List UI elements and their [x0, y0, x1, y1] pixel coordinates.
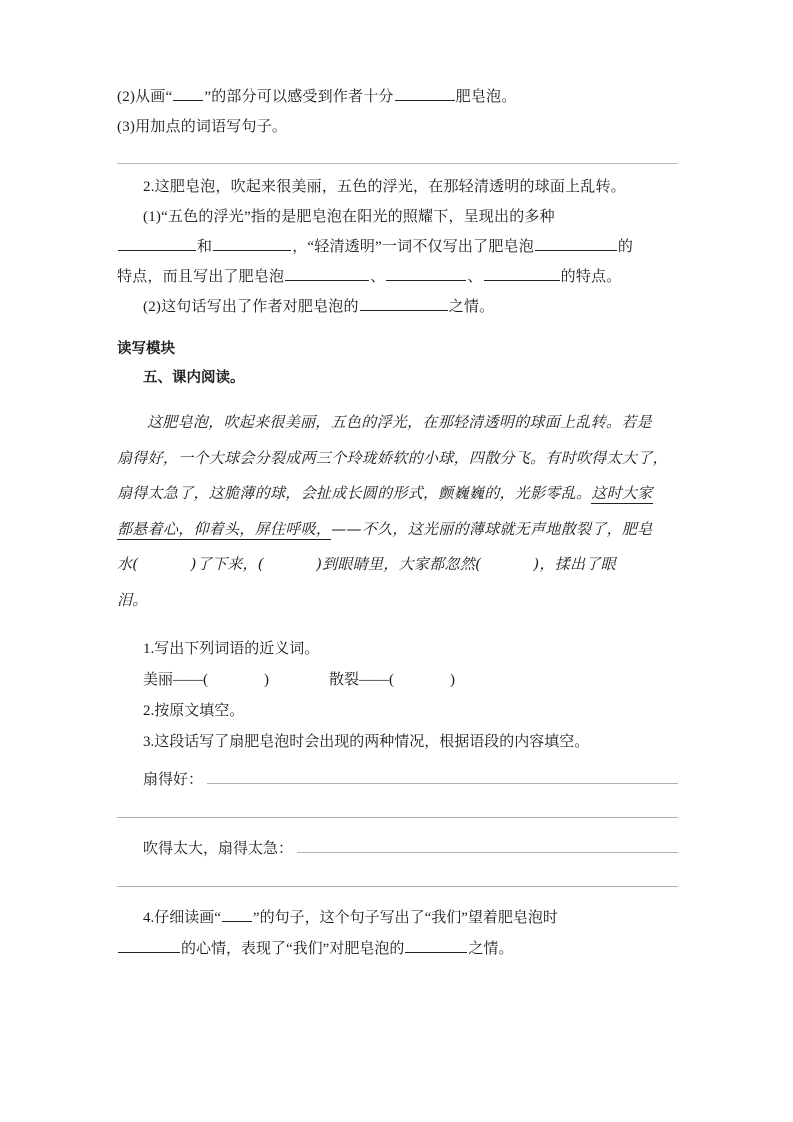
- passage-gap: [117, 393, 678, 405]
- inline-blank: [213, 235, 291, 251]
- module-title: 读写模块: [117, 341, 175, 357]
- answer-gap-2: [117, 818, 678, 834]
- passage-line-3-plain: 扇得太急了，这脆薄的球，会扯成长圆的形式，颤巍巍的，光影零乱。: [117, 484, 592, 502]
- passage-line-5-a: 水(: [117, 555, 139, 573]
- question-2-sub2: [117, 292, 678, 322]
- item-2-text-a: 从画“: [135, 89, 173, 105]
- sub1-line2-b: ，“轻清透明”一词不仅写出了肥皂泡: [292, 239, 534, 255]
- item-2-label: (2): [117, 89, 136, 105]
- q4-line-2-a: 的心情，表现了“我们”对肥皂泡的: [181, 941, 405, 957]
- sub1-line3-a: 特点，而且写出了肥皂泡: [117, 269, 285, 285]
- questions-gap: [117, 618, 678, 634]
- q1-pair-close-1: ): [450, 672, 455, 688]
- q1-pair-close-0: ): [264, 672, 269, 688]
- item-2-text-b: ”的部分可以感受到作者十分: [204, 89, 394, 105]
- q3-answer-row-1: [117, 765, 678, 795]
- sub2-b: 之情。: [448, 299, 495, 315]
- inline-blank: [386, 265, 466, 281]
- item-3-text: 用加点的词语写句子。: [135, 119, 288, 135]
- section-title-reading: 五、课内阅读。: [143, 370, 245, 386]
- inline-blank: [118, 937, 180, 953]
- inline-blank: [484, 265, 560, 281]
- sub1-line3-d: 的特点。: [560, 269, 622, 285]
- q1-pair-word-1: 散裂——(: [329, 672, 394, 688]
- q4-line-1-a: 4.仔细读画“: [143, 910, 221, 926]
- top-spacer-2: [117, 30, 678, 60]
- question-2-sub1-line2: [117, 232, 678, 262]
- sub1-line3-b: 、: [370, 269, 386, 285]
- answer-spacer-1: [117, 795, 678, 817]
- top-spacer-3: [117, 60, 678, 82]
- inline-blank: [535, 235, 617, 251]
- pre-divider-gap: [117, 142, 678, 154]
- passage-line-4-plain: ——不久，这光丽的薄球就无声地散裂了，肥皂: [331, 519, 653, 538]
- q4-line-2-b: 之情。: [468, 941, 514, 957]
- q4-line-1: [117, 903, 678, 934]
- reading-passage: [117, 405, 678, 618]
- passage-line-4: [117, 512, 678, 548]
- inline-blank: [118, 235, 196, 251]
- top-spacer: [117, 0, 678, 30]
- section-divider: [117, 163, 678, 164]
- question-item-3-line: [117, 112, 678, 142]
- inline-blank: [405, 937, 467, 953]
- passage-line-2: 扇得好，一个大球会分裂成两三个玲珑娇软的小球，四散分飞。有时吹得太大了，: [117, 448, 668, 467]
- item-3-label: (3): [117, 119, 136, 135]
- q3-answer-2-label: 吹得太大，扇得太急：: [143, 841, 294, 857]
- passage-line-1: 这肥皂泡，吹起来很美丽，五色的浮光，在那轻清透明的球面上乱转。若是: [147, 413, 652, 431]
- worksheet-page: [117, 0, 678, 1122]
- inline-blank: [173, 85, 203, 101]
- passage-line-5-c: )到眼睛里，大家都忽然(: [315, 555, 482, 573]
- q2-stem: 2.按原文填空。: [143, 703, 245, 719]
- sub1-line2-a: 和: [197, 239, 213, 255]
- answer-rule[interactable]: [207, 770, 678, 784]
- q3-stem: 3.这段话写了扇肥皂泡时会出现的两种情况，根据语段的内容填空。: [143, 734, 590, 750]
- question-2-stem: 2.这肥皂泡，吹起来很美丽，五色的浮光，在那轻清透明的球面上乱转。: [143, 179, 626, 195]
- q1-pair-word-0: 美丽——(: [143, 672, 208, 688]
- passage-line-5-b: )了下来，(: [190, 555, 264, 573]
- inline-blank: [395, 85, 455, 101]
- inline-blank: [285, 265, 369, 281]
- sub1-line2-c: 的: [617, 239, 634, 255]
- passage-underlined-end: 都悬着心，仰着头，屏住呼吸，: [117, 519, 332, 538]
- sub2-a: (2)这句话写出了作者对肥皂泡的: [143, 299, 359, 315]
- q4-gap: [117, 887, 678, 903]
- passage-line-5: [117, 547, 678, 583]
- answer-gap-1: [117, 758, 678, 765]
- q3-answer-row-2: [117, 834, 678, 864]
- q1-stem: 1.写出下列词语的近义词。: [143, 641, 320, 657]
- passage-underlined-start: 这时大家: [591, 484, 653, 502]
- passage-line-5-d: )，揉出了眼: [533, 555, 616, 573]
- sub1-line3-c: 、: [467, 269, 483, 285]
- module-gap: [117, 322, 678, 329]
- item-2-text-c: 肥皂泡。: [455, 89, 517, 105]
- q1-pairs: [117, 665, 678, 696]
- answer-rule[interactable]: [297, 839, 678, 853]
- passage-line-3: [117, 476, 678, 512]
- answer-spacer-2: [117, 864, 678, 886]
- question-2-sub1-line1: (1)“五色的浮光”指的是肥皂泡在阳光的照耀下，呈现出的多种: [143, 209, 555, 225]
- inline-blank: [360, 295, 448, 311]
- question-item-2-line: [117, 82, 678, 112]
- question-2-sub1-line3: [117, 262, 678, 292]
- inline-blank: [222, 906, 252, 922]
- q4-line-1-b: ”的句子，这个句子写出了“我们”望着肥皂泡时: [252, 910, 558, 926]
- passage-line-6: 泪。: [117, 590, 148, 609]
- q4-line-2: [117, 934, 678, 965]
- q3-answer-1-label: 扇得好：: [143, 772, 204, 788]
